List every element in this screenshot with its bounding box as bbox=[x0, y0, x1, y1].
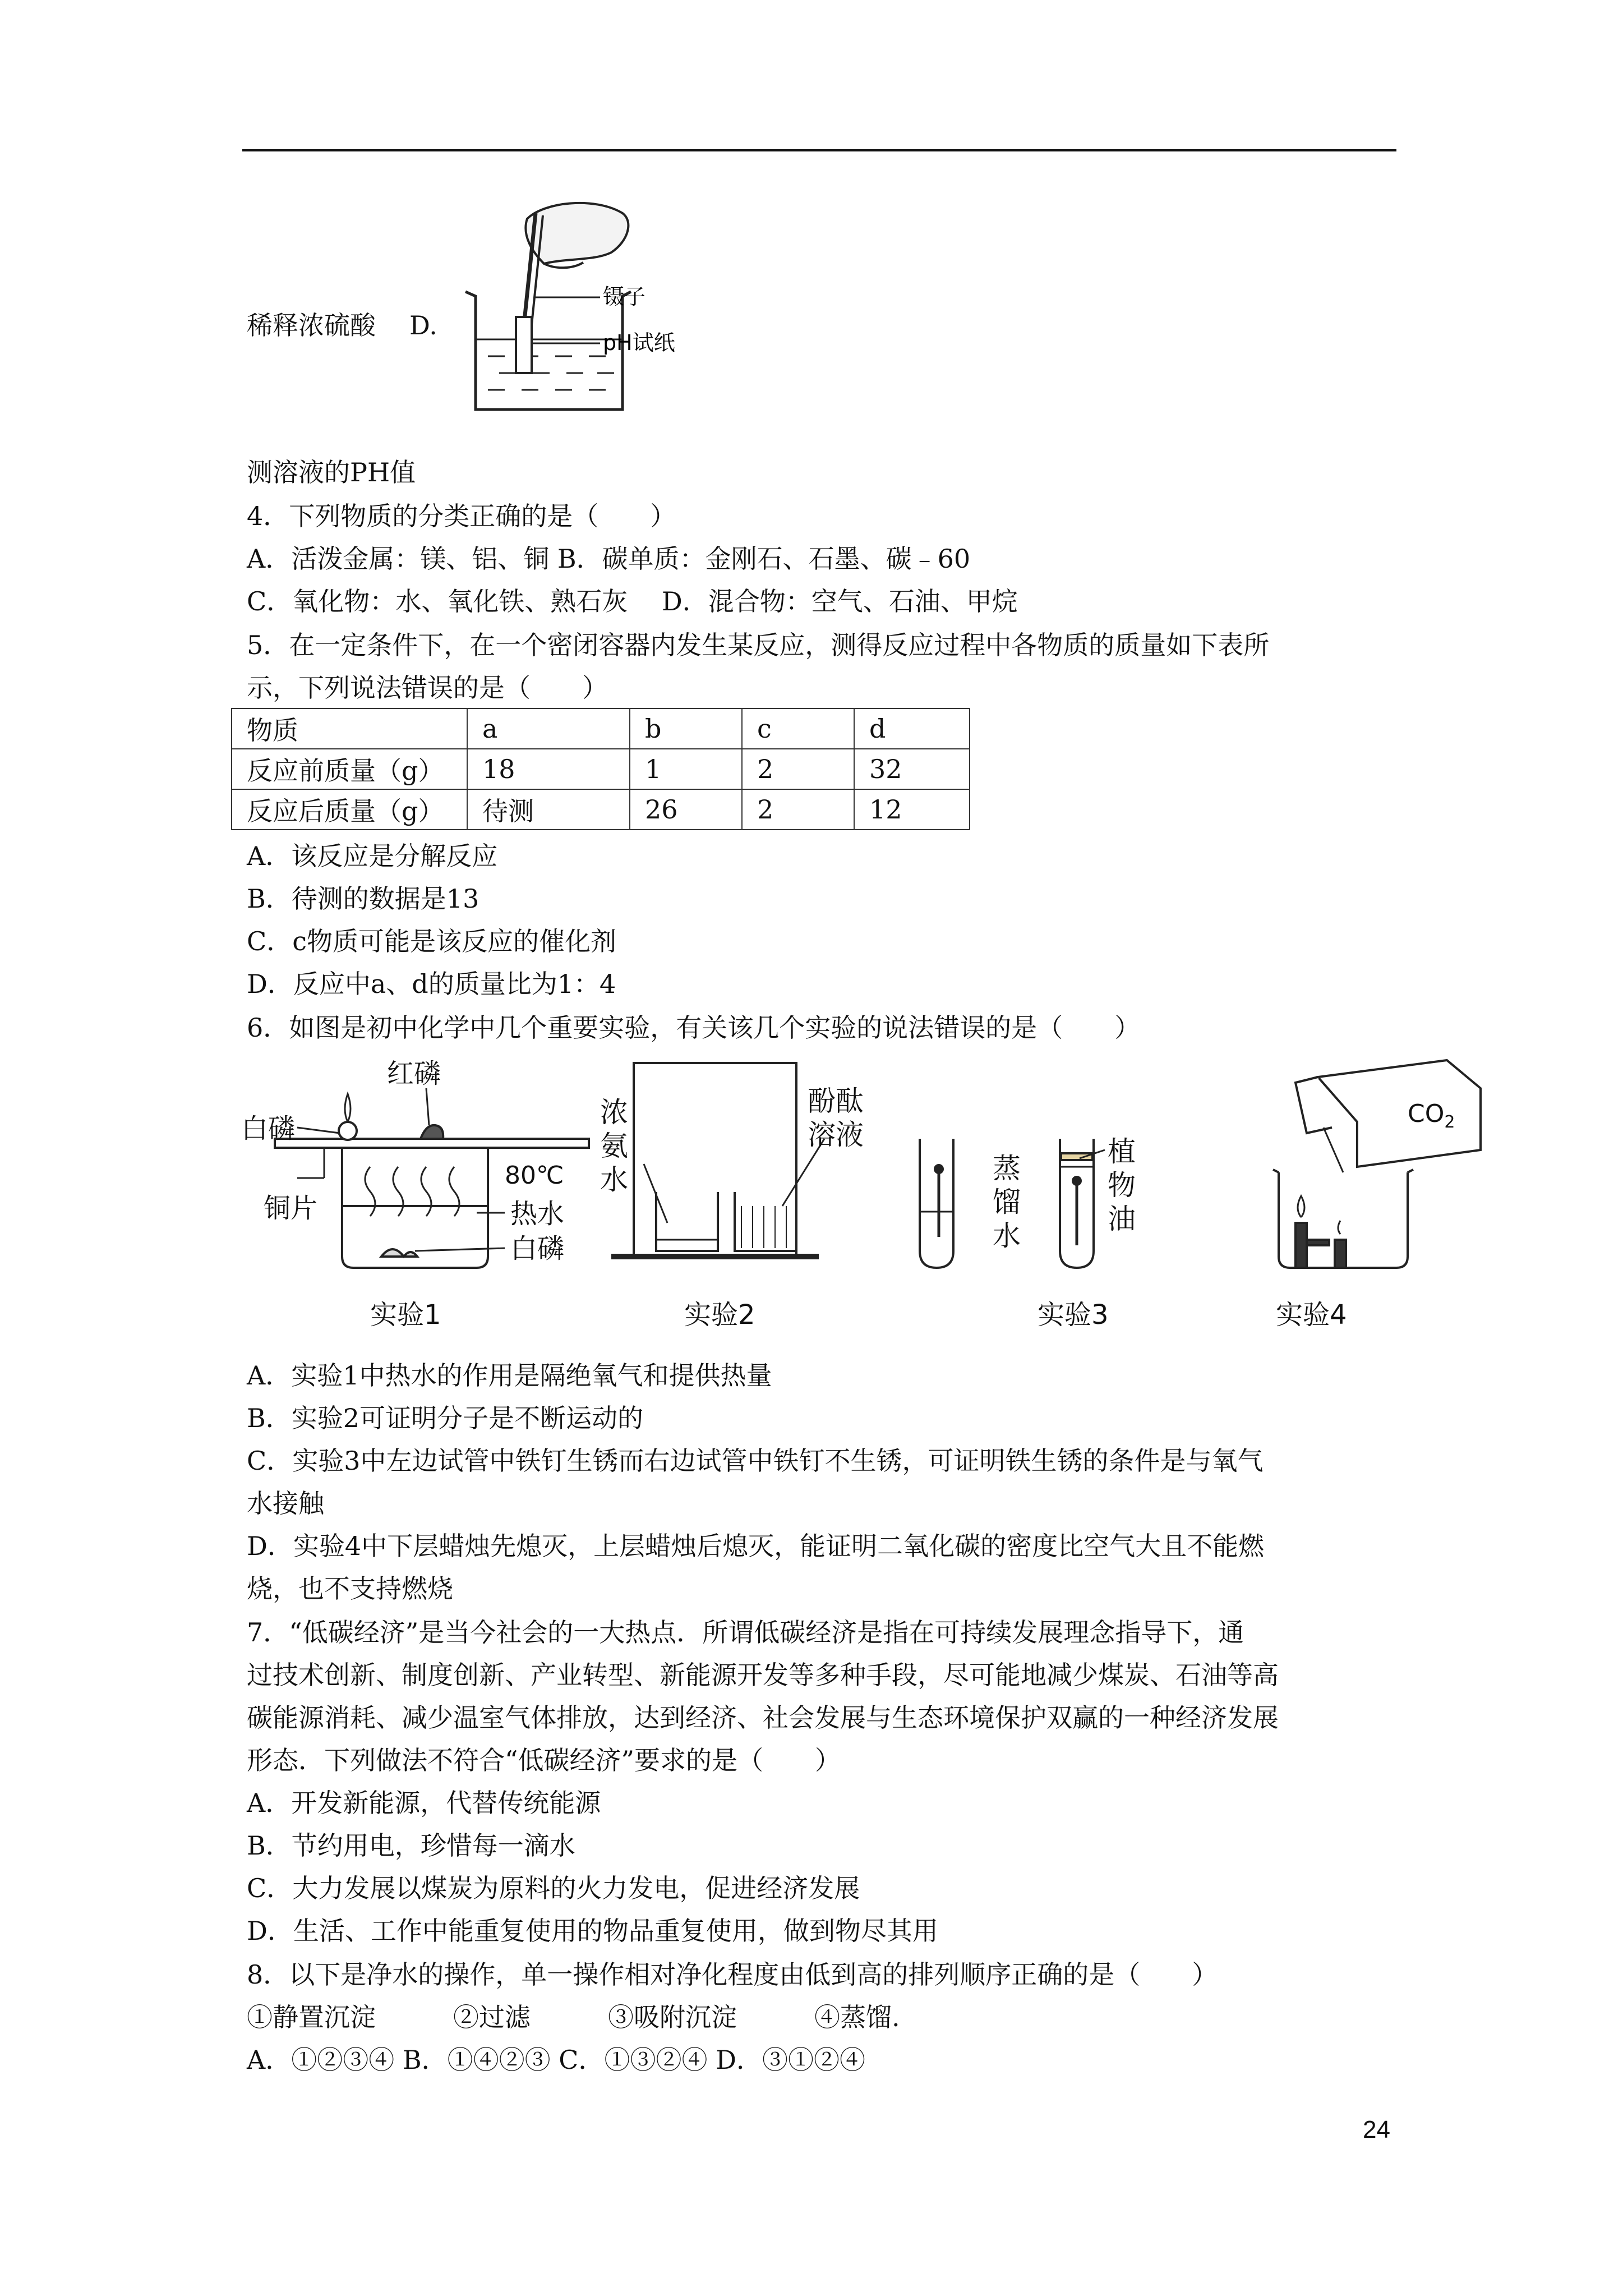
experiments-figure bbox=[241, 1055, 1520, 1346]
option-c-tail: 稀释浓硫酸 D. bbox=[247, 310, 437, 341]
exp3-vegetable-oil-2: 物 bbox=[1108, 1169, 1136, 1202]
exp2-ammonia-3: 水 bbox=[600, 1163, 628, 1196]
table-cell: 2 bbox=[742, 749, 854, 789]
q6-option-c-line1: C．实验3中左边试管中铁钉生锈而右边试管中铁钉不生锈，可证明铁生锈的条件是与氧气 bbox=[247, 1446, 1264, 1476]
q8-stem: 8．以下是净水的操作，单一操作相对净化程度由低到高的排列顺序正确的是（ ） bbox=[247, 1959, 1218, 1990]
exp1-white-phosphorus-2: 白磷 bbox=[510, 1233, 565, 1264]
q6-option-b: B．实验2可证明分子是不断运动的 bbox=[247, 1403, 644, 1433]
q5-stem-line1: 5．在一定条件下，在一个密闭容器内发生某反应，测得反应过程中各物质的质量如下表所 bbox=[247, 630, 1270, 660]
table-cell: b bbox=[630, 708, 742, 749]
exp3-caption: 实验3 bbox=[1038, 1299, 1109, 1331]
table-cell: c bbox=[742, 708, 854, 749]
q7-option-a: A．开发新能源，代替传统能源 bbox=[247, 1788, 601, 1818]
table-cell: 32 bbox=[854, 749, 970, 789]
table-cell: 反应后质量（g） bbox=[232, 789, 467, 830]
q7-stem-line3: 碳能源消耗、减少温室气体排放，达到经济、社会发展与生态环境保护双赢的一种经济发展 bbox=[247, 1703, 1279, 1733]
q7-stem-line2: 过技术创新、制度创新、产业转型、新能源开发等多种手段，尽可能地减少煤炭、石油等高 bbox=[247, 1660, 1279, 1690]
exp4-caption: 实验4 bbox=[1276, 1299, 1347, 1331]
q6-stem: 6．如图是初中化学中几个重要实验，有关该几个实验的说法错误的是（ ） bbox=[247, 1013, 1141, 1043]
table-row bbox=[232, 749, 970, 789]
q7-option-c: C．大力发展以煤炭为原料的火力发电，促进经济发展 bbox=[247, 1873, 860, 1903]
table-cell: 反应前质量（g） bbox=[232, 749, 467, 789]
exp2-ammonia-2: 氨 bbox=[600, 1130, 628, 1162]
table-cell: 物质 bbox=[232, 708, 467, 749]
exp3-distilled-water-2: 馏 bbox=[993, 1186, 1021, 1218]
exp2-ammonia-1: 浓 bbox=[600, 1096, 628, 1129]
tweezers-label: 镊子 bbox=[603, 284, 646, 309]
exp3-vegetable-oil-1: 植 bbox=[1108, 1135, 1136, 1168]
header-rule bbox=[242, 149, 1396, 151]
table-cell: 1 bbox=[630, 749, 742, 789]
mass-table bbox=[231, 708, 970, 830]
q6-option-d-line2: 烧，也不支持燃烧 bbox=[247, 1573, 453, 1604]
exp1-temperature: 80℃ bbox=[505, 1161, 564, 1190]
q5-option-c: C．c物质可能是该反应的催化剂 bbox=[247, 926, 616, 956]
exp4-co2-label: $CO_2$ bbox=[1408, 1099, 1455, 1132]
option-d-caption: 测溶液的PH值 bbox=[247, 457, 416, 487]
q4-option-cd: C．氧化物：水、氧化铁、熟石灰 D．混合物：空气、石油、甲烷 bbox=[247, 586, 1018, 616]
exp2-phenolphthalein-2: 溶液 bbox=[808, 1119, 864, 1151]
q7-option-b: B．节约用电，珍惜每一滴水 bbox=[247, 1830, 575, 1861]
table-cell: a bbox=[467, 708, 630, 749]
ph-test-figure bbox=[460, 196, 707, 421]
exp1-white-phosphorus: 白磷 bbox=[241, 1113, 296, 1144]
q8-items: ①静置沉淀 ②过滤 ③吸附沉淀 ④蒸馏. bbox=[247, 2002, 900, 2032]
table-cell: 18 bbox=[467, 749, 630, 789]
exp2-phenolphthalein-1: 酚酞 bbox=[808, 1085, 864, 1117]
table-cell: 12 bbox=[854, 789, 970, 830]
exp1-caption: 实验1 bbox=[370, 1299, 441, 1331]
q4-option-ab: A．活泼金属：镁、铝、铜 B．碳单质：金刚石、石墨、碳﹣60 bbox=[247, 544, 971, 574]
table-cell: 26 bbox=[630, 789, 742, 830]
q6-option-a: A．实验1中热水的作用是隔绝氧气和提供热量 bbox=[247, 1360, 772, 1391]
q5-option-b: B．待测的数据是13 bbox=[247, 884, 479, 914]
page-number: 24 bbox=[1363, 2116, 1390, 2143]
q8-options: A．①②③④ B．①④②③ C．①③②④ D．③①②④ bbox=[247, 2045, 865, 2075]
q5-option-d: D．反应中a、d的质量比为1：4 bbox=[247, 969, 616, 999]
exp1-copper-sheet: 铜片 bbox=[264, 1193, 318, 1224]
q7-option-d: D．生活、工作中能重复使用的物品重复使用，做到物尽其用 bbox=[247, 1916, 938, 1946]
exp1-hot-water: 热水 bbox=[510, 1198, 565, 1230]
q6-option-c-line2: 水接触 bbox=[247, 1488, 324, 1519]
table-header-row bbox=[232, 708, 970, 749]
q6-option-d-line1: D．实验4中下层蜡烛先熄灭，上层蜡烛后熄灭，能证明二氧化碳的密度比空气大且不能燃 bbox=[247, 1531, 1265, 1561]
exp2-caption: 实验2 bbox=[684, 1299, 755, 1331]
q5-stem-line2: 示，下列说法错误的是（ ） bbox=[247, 673, 608, 703]
q7-stem-line1: 7．“低碳经济”是当今社会的一大热点．所谓低碳经济是指在可持续发展理念指导下，通 bbox=[247, 1617, 1244, 1648]
exp1-red-phosphorus: 红磷 bbox=[387, 1058, 441, 1089]
ph-paper-label: pH试纸 bbox=[603, 330, 675, 355]
table-row bbox=[232, 789, 970, 830]
table-cell: 待测 bbox=[467, 789, 630, 830]
table-cell: d bbox=[854, 708, 970, 749]
q5-option-a: A．该反应是分解反应 bbox=[247, 841, 498, 871]
exp3-vegetable-oil-3: 油 bbox=[1108, 1203, 1136, 1235]
q7-stem-line4: 形态．下列做法不符合“低碳经济”要求的是（ ） bbox=[247, 1745, 841, 1775]
exp3-distilled-water-1: 蒸 bbox=[993, 1152, 1021, 1185]
q4-stem: 4．下列物质的分类正确的是（ ） bbox=[247, 501, 676, 531]
table-cell: 2 bbox=[742, 789, 854, 830]
exp3-distilled-water-3: 水 bbox=[993, 1220, 1021, 1252]
